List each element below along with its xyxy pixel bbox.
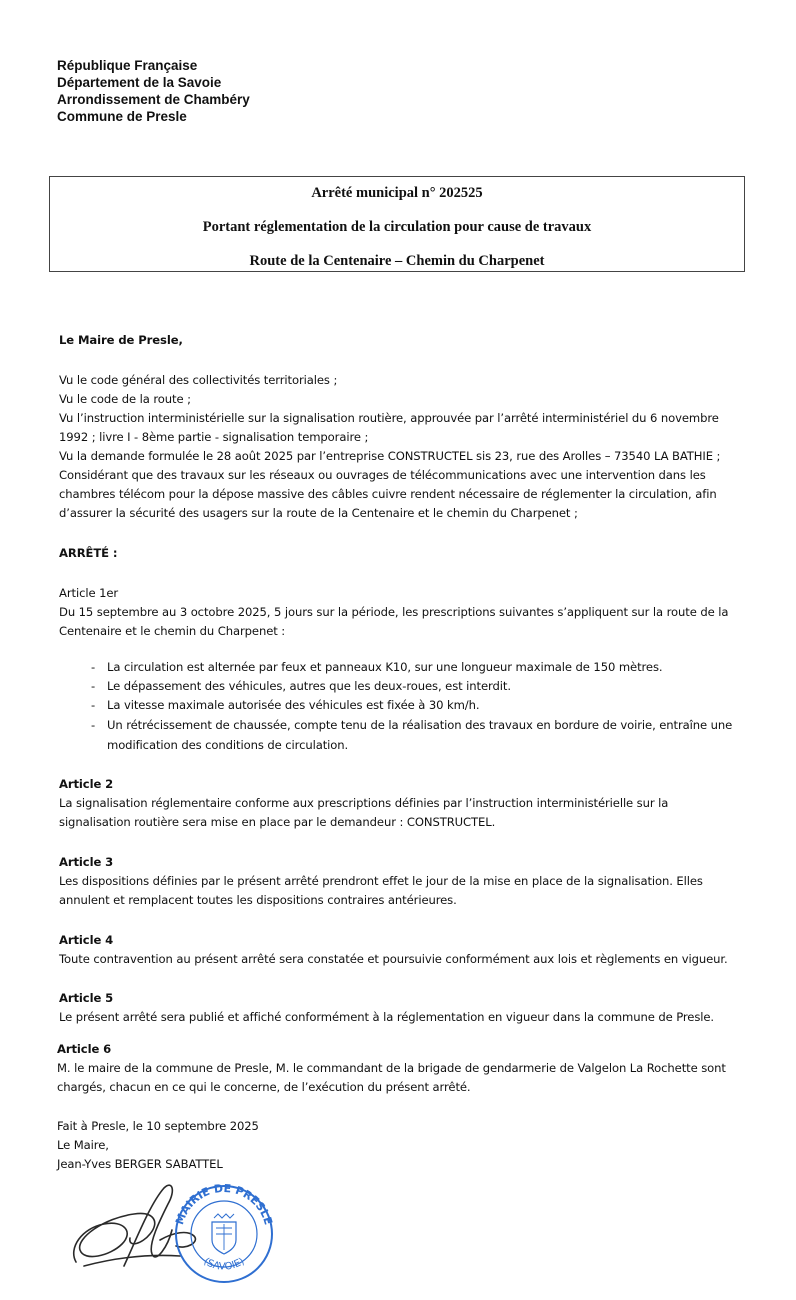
list-item: Un rétrécissement de chaussée, compte tenu de la réalisation des travaux en bordure de voirie, entraîne une (107, 718, 733, 732)
header-department: Département de la Savoie (57, 75, 222, 90)
arrete-label: ARRÊTÉ : (59, 546, 118, 560)
svg-text:(SAVOIE) (201, 1256, 246, 1273)
article-6 (57, 1040, 741, 1097)
list-item: modification des conditions de circulation. (107, 738, 349, 752)
article-1-text: Centenaire et le chemin du Charpenet : (59, 624, 286, 638)
mairie-stamp (173, 1182, 275, 1282)
consideration-line: Vu l’instruction interministérielle sur la signalisation routière, approuvée par l’arrêté interministériel du 6 novembre (59, 411, 719, 425)
article-4 (59, 931, 743, 969)
stamp-bottom-text: (SAVOIE) (201, 1256, 247, 1273)
issuing-authority (57, 57, 250, 125)
signature-and-stamp (64, 1170, 284, 1295)
header-republic: République Française (57, 58, 198, 73)
consideration-line: Vu le code de la route ; (59, 392, 191, 406)
list-dash: - (91, 660, 96, 674)
article-5-text: Le présent arrêté sera publié et affiché conformément à la réglementation en vigueur dans la commune de Presle. (59, 1010, 715, 1024)
article-6-text: chargés, chacun en ce qui le concerne, de l’exécution du présent arrêté. (57, 1080, 471, 1094)
article-2 (59, 775, 743, 832)
sign-off (57, 1117, 741, 1174)
list-dash: - (91, 698, 96, 712)
article-1-text: Du 15 septembre au 3 octobre 2025, 5 jours sur la période, les prescriptions suivantes s’appliquent sur la route de la (59, 605, 729, 619)
article-6-text: M. le maire de la commune de Presle, M. le commandant de la brigade de gendarmerie de Valgelon La Rochette sont (57, 1061, 726, 1075)
list-item: La vitesse maximale autorisée des véhicules est fixée à 30 km/h. (107, 698, 480, 712)
place-date: Fait à Presle, le 10 septembre 2025 (57, 1119, 259, 1133)
list-item: Le dépassement des véhicules, autres que les deux-roues, est interdit. (107, 679, 511, 693)
article-2-heading: Article 2 (59, 777, 114, 791)
article-4-heading: Article 4 (59, 933, 114, 947)
article-3-text: annulent et remplacent toutes les dispositions contraires antérieures. (59, 893, 457, 907)
header-arrondissement: Arrondissement de Chambéry (57, 92, 250, 107)
article-3-heading: Article 3 (59, 855, 114, 869)
consideration-line: Considérant que des travaux sur les réseaux ou ouvrages de télécommunications avec une intervention dans les (59, 468, 706, 482)
consideration-line: d’assurer la sécurité des usagers sur la route de la Centenaire et le chemin du Charpenet ; (59, 506, 578, 520)
signatory-name: Jean-Yves BERGER SABATTEL (57, 1157, 223, 1171)
list-dash: - (91, 718, 96, 732)
article-1 (59, 584, 743, 641)
svg-text:MAIRIE DE PRESLE (173, 1182, 275, 1227)
list-item: La circulation est alternée par feux et panneaux K10, sur une longueur maximale de 150 mètres. (107, 660, 663, 674)
article-2-text: La signalisation réglementaire conforme aux prescriptions définies par l’instruction interministérielle sur la (59, 796, 669, 810)
article-1-heading: Article 1er (59, 586, 119, 600)
decree-number: Arrêté municipal n° 202525 (311, 185, 483, 201)
article-3-text: Les dispositions définies par le présent arrêté prendront effet le jour de la mise en place de la signalisation. Elles (59, 874, 703, 888)
intro-mayor: Le Maire de Presle, (59, 333, 183, 347)
decree-subject: Portant réglementation de la circulation pour cause de travaux (202, 219, 592, 235)
consideration-line: Vu le code général des collectivités territoriales ; (59, 373, 338, 387)
article-5-heading: Article 5 (59, 991, 114, 1005)
title-box (49, 176, 745, 272)
considerations (59, 371, 743, 523)
article-5 (59, 989, 743, 1027)
consideration-line: chambres télécom pour la dépose massive des câbles cuivre rendent nécessaire de réglementer la circulation, afin (59, 487, 717, 501)
stamp-top-text: MAIRIE DE PRESLE (173, 1181, 275, 1227)
article-4-text: Toute contravention au présent arrêté sera constatée et poursuivie conformément aux lois et règlements en vigueur. (59, 952, 728, 966)
article-3 (59, 853, 743, 910)
consideration-line: 1992 ; livre I - 8ème partie - signalisation temporaire ; (59, 430, 369, 444)
article-2-text: signalisation routière sera mise en place par le demandeur : CONSTRUCTEL. (59, 815, 496, 829)
article-6-heading: Article 6 (57, 1042, 112, 1056)
signatory-role: Le Maire, (57, 1138, 109, 1152)
header-commune: Commune de Presle (57, 109, 187, 124)
list-dash: - (91, 679, 96, 693)
consideration-line: Vu la demande formulée le 28 août 2025 par l’entreprise CONSTRUCTEL sis 23, rue des Arolles – 73540 LA BATHIE ; (59, 449, 721, 463)
decree-location: Route de la Centenaire – Chemin du Charpenet (249, 253, 545, 269)
